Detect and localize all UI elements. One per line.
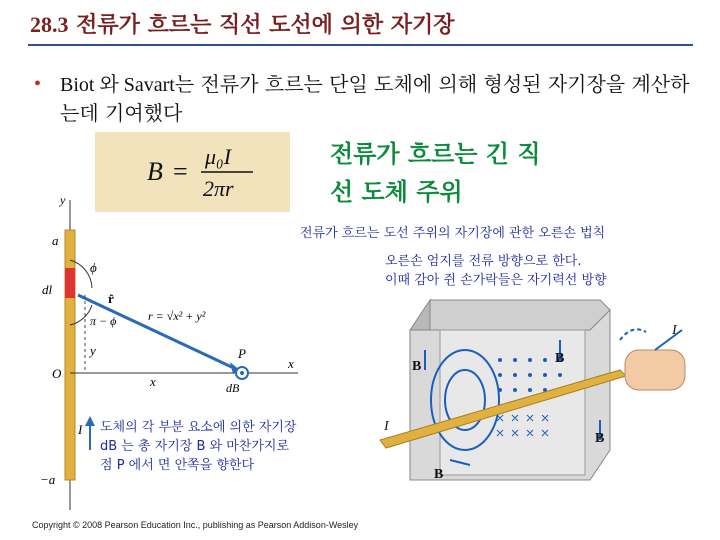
left-caption-line-2: dB 는 총 자기장 B 와 마찬가지로: [100, 439, 290, 454]
left-caption-line-3: 점 P 에서 면 안쪽을 향한다: [100, 458, 255, 473]
r-vector: [78, 295, 238, 370]
right-hand-shape: [625, 350, 685, 390]
b-label-2: B: [555, 351, 565, 366]
wire: [65, 230, 75, 480]
b-label-1: B: [412, 359, 422, 374]
copyright-footer: Copyright © 2008 Pearson Education Inc., publishing as Pearson Addison-Wesley: [32, 520, 359, 530]
x-segment-label: x: [150, 374, 156, 389]
bullet-korean-text: 는 전류가 흐르는 단일 도체에 의해 형성된 자기장을 계산하는데 기여했다: [60, 72, 690, 125]
subheading-line-1: 전류가 흐르는 긴 직: [330, 140, 541, 168]
left-caption-line-1: 도체의 각 부분 요소에 의한 자기장: [100, 420, 297, 435]
bullet-paragraph: [34, 70, 694, 127]
title-number: 28.3: [30, 12, 69, 37]
thumb-caption-line-2: 이때 감아 쥔 손가락들은 자기력선 방향: [385, 273, 607, 288]
current-element-dl: [65, 268, 75, 298]
r-hat-label: r̂: [108, 291, 114, 306]
right-hand-rule-caption: 전류가 흐르는 도선 주위의 자기장에 관한 오른손 법칙: [300, 226, 606, 241]
dl-label: dl: [42, 282, 53, 297]
formula-denominator: 2πr: [203, 176, 234, 201]
r-equation-label: r = √x² + y²: [148, 309, 206, 323]
y-axis-label: y: [60, 193, 66, 207]
db-label: dB: [226, 381, 240, 395]
hand-current-arrow: [655, 330, 682, 350]
formula-lhs: B: [147, 157, 163, 186]
a-bottom-label: −a: [40, 472, 56, 487]
page-title: [30, 8, 455, 39]
title-divider: [28, 44, 693, 46]
x-axis-label: x: [288, 356, 294, 371]
bullet-text: [60, 70, 694, 127]
bullet-dot: •: [34, 73, 42, 95]
thumb-direction-caption: [385, 252, 607, 290]
title-text: 전류가 흐르는 직선 도선에 의한 자기장: [76, 13, 455, 38]
element-field-caption: [100, 418, 355, 475]
magnetic-field-svg: [370, 290, 700, 490]
bullet-latin-text: Biot 와 Savart: [60, 74, 175, 96]
formula-equals: =: [173, 157, 188, 186]
magnetic-field-figure: [370, 290, 700, 494]
b-label-4: B: [434, 467, 444, 482]
wire-current-label: I: [384, 419, 389, 434]
current-label: I: [78, 422, 83, 437]
phi-label: ϕ: [90, 260, 97, 275]
y-segment-label: y: [90, 343, 96, 358]
origin-label: O: [52, 366, 62, 381]
formula-numerator: μ₀I: [205, 144, 232, 169]
p-label: P: [238, 346, 246, 361]
a-top-label: a: [52, 233, 59, 248]
hand-current-label: I: [672, 323, 677, 338]
subheading-line-2: 선 도체 주위: [330, 178, 463, 206]
pi-minus-phi-label: π − ϕ: [90, 314, 117, 328]
thumb-caption-line-1: 오른손 엄지를 전류 방향으로 한다.: [385, 254, 582, 269]
current-arrow-head: [85, 416, 95, 426]
section-subheading: [330, 135, 630, 211]
point-p-center: [240, 371, 244, 375]
hand-curl-arrow: [620, 329, 646, 340]
b-label-3: B: [595, 431, 605, 446]
